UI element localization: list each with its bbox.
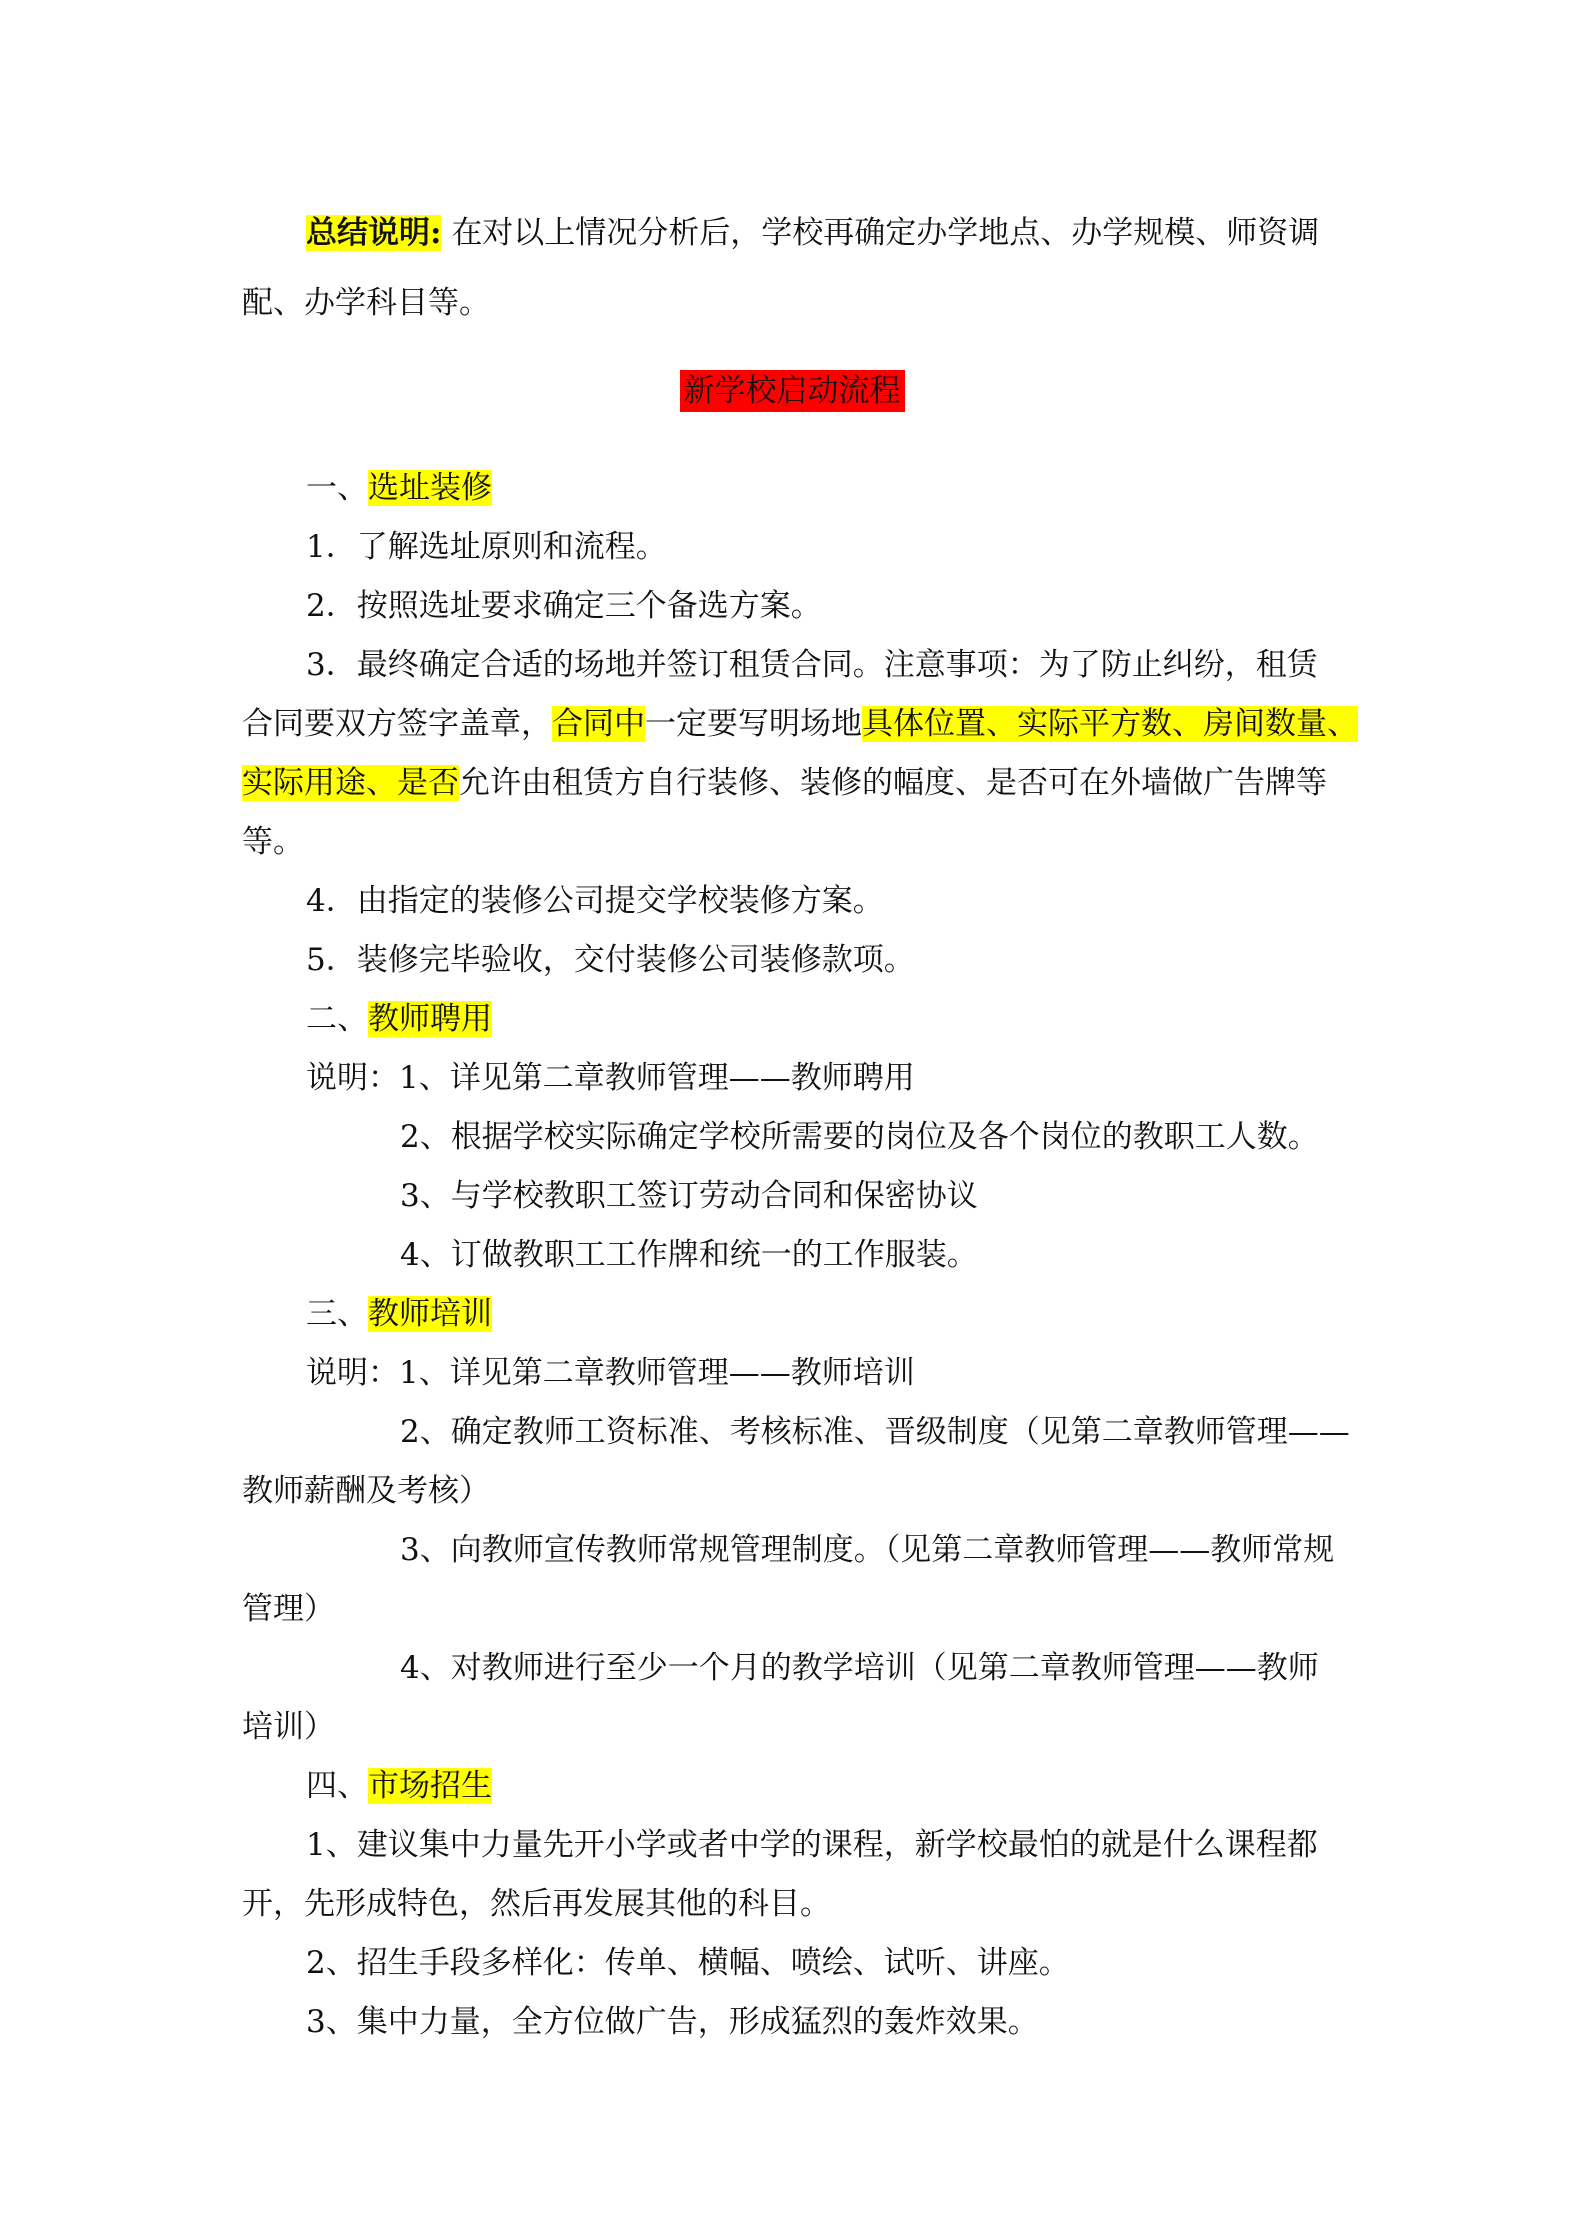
section-2-title: 教师聘用 bbox=[368, 1001, 492, 1037]
s2-line-1: 说明：1、详见第二章教师管理——教师聘用 bbox=[306, 1060, 915, 1096]
s3-line-3a: 3、向教师宣传教师常规管理制度。（见第二章教师管理——教师常规 bbox=[400, 1532, 1335, 1568]
section-3-heading bbox=[306, 1293, 1416, 1335]
section-2-heading bbox=[306, 998, 1416, 1040]
s3-line-2a: 2、确定教师工资标准、考核标准、晋级制度（见第二章教师管理—— bbox=[400, 1414, 1350, 1450]
s4-line-1a: 1、建议集中力量先开小学或者中学的课程，新学校最怕的就是什么课程都 bbox=[306, 1827, 1318, 1863]
s1-item-2: 2．按照选址要求确定三个备选方案。 bbox=[306, 588, 822, 624]
s1-item-3-line-4: 等。 bbox=[242, 824, 304, 860]
s2-line-2: 2、根据学校实际确定学校所需要的岗位及各个岗位的教职工人数。 bbox=[400, 1119, 1319, 1155]
s1-item-3-line-3 bbox=[242, 762, 1352, 804]
s4-line-3: 3、集中力量，全方位做广告，形成猛烈的轰炸效果。 bbox=[306, 2004, 1039, 2040]
s3-line-3b: 管理） bbox=[242, 1591, 335, 1627]
s1-item-3-line-1: 3．最终确定合适的场地并签订租赁合同。注意事项：为了防止纠纷，租赁 bbox=[306, 647, 1318, 683]
s2-line-3: 3、与学校教职工签订劳动合同和保密协议 bbox=[400, 1178, 978, 1214]
title-wrap bbox=[0, 370, 1584, 412]
section-2-prefix: 二、 bbox=[306, 1001, 368, 1037]
s1-item-3-l2-a: 合同要双方签字盖章， bbox=[242, 706, 552, 742]
section-4-title: 市场招生 bbox=[368, 1768, 492, 1804]
s3-line-2b: 教师薪酬及考核） bbox=[242, 1473, 490, 1509]
section-3-title: 教师培训 bbox=[368, 1296, 492, 1332]
s3-line-4b: 培训） bbox=[242, 1709, 335, 1745]
s4-line-1b: 开，先形成特色，然后再发展其他的科目。 bbox=[242, 1886, 831, 1922]
s1-item-3-line-2 bbox=[242, 703, 1358, 745]
summary-text-1: 在对以上情况分析后，学校再确定办学地点、办学规模、师资调 bbox=[451, 215, 1320, 251]
section-4-heading bbox=[306, 1765, 1416, 1807]
summary-line-2: 配、办学科目等。 bbox=[242, 285, 490, 321]
section-1-title: 选址装修 bbox=[368, 470, 492, 506]
section-3-prefix: 三、 bbox=[306, 1296, 368, 1332]
summary-line-1 bbox=[306, 212, 1416, 254]
s1-item-3-l2-d: 具体位置、实际平方数、房间数量、 bbox=[862, 706, 1358, 742]
s3-line-1: 说明：1、详见第二章教师管理——教师培训 bbox=[306, 1355, 915, 1391]
page-title: 新学校启动流程 bbox=[680, 370, 905, 412]
section-4-prefix: 四、 bbox=[306, 1768, 368, 1804]
s1-item-3-l2-c: 一定要写明场地 bbox=[645, 706, 862, 742]
s2-line-4: 4、订做教职工工作牌和统一的工作服装。 bbox=[400, 1237, 978, 1273]
s4-line-2: 2、招生手段多样化：传单、横幅、喷绘、试听、讲座。 bbox=[306, 1945, 1070, 1981]
s1-item-4: 4．由指定的装修公司提交学校装修方案。 bbox=[306, 883, 884, 919]
s1-item-3-l3-b: 允许由租赁方自行装修、装修的幅度、是否可在外墙做广告牌等 bbox=[459, 765, 1327, 801]
s1-item-1: 1．了解选址原则和流程。 bbox=[306, 529, 667, 565]
section-1-prefix: 一、 bbox=[306, 470, 368, 506]
s1-item-5: 5．装修完毕验收，交付装修公司装修款项。 bbox=[306, 942, 915, 978]
section-1-heading bbox=[306, 467, 1416, 509]
s3-line-4a: 4、对教师进行至少一个月的教学培训（见第二章教师管理——教师 bbox=[400, 1650, 1319, 1686]
s1-item-3-l2-b: 合同中 bbox=[552, 706, 645, 742]
s1-item-3-l3-a: 实际用途、是否 bbox=[242, 765, 459, 801]
summary-label: 总结说明: bbox=[306, 215, 442, 251]
